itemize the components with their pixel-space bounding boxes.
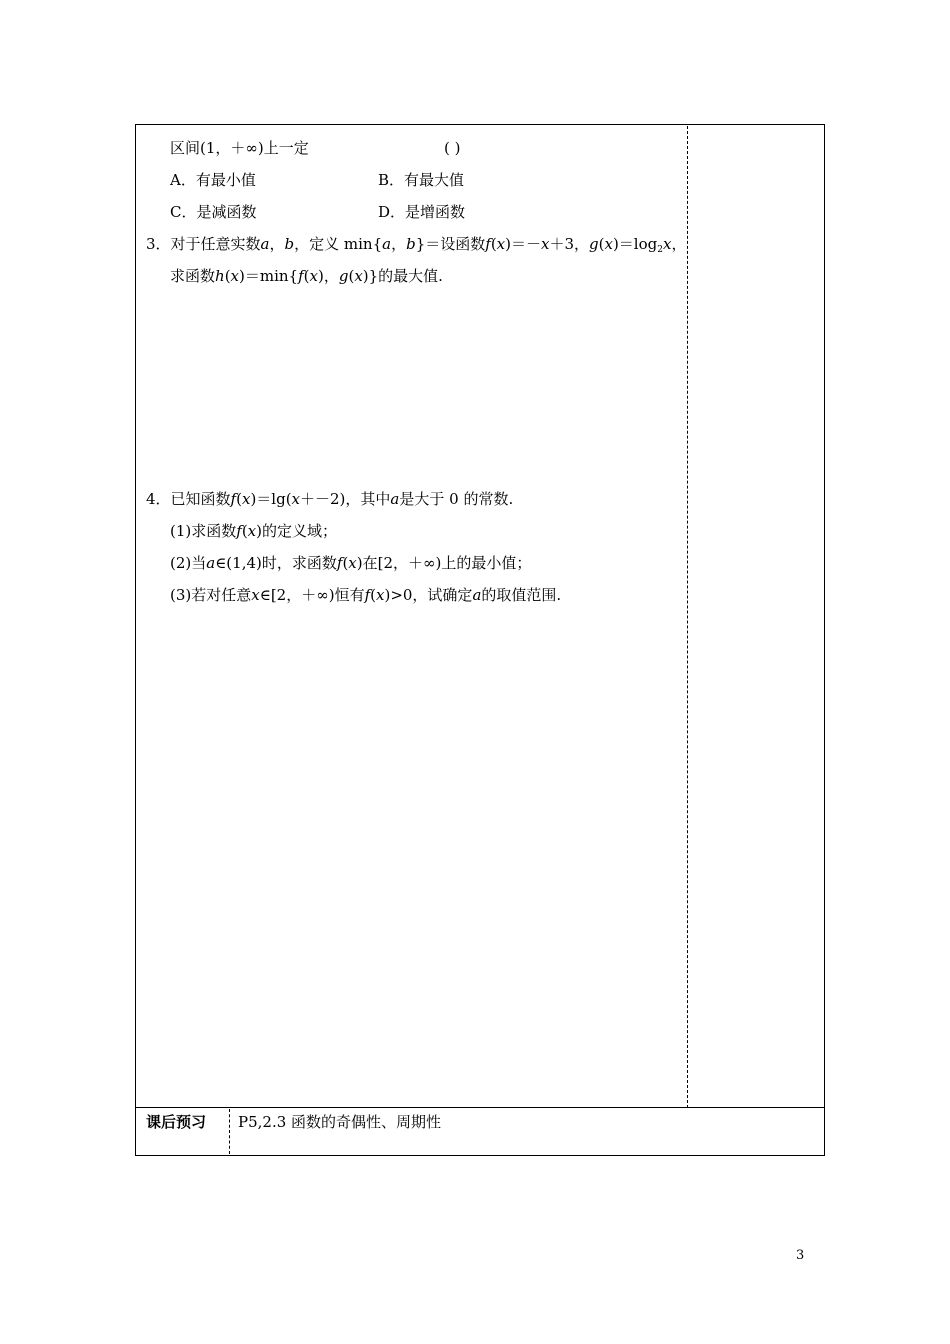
q2-answer-blank: ( ) [444,139,461,157]
q2-option-b: B．有最大值 [378,171,465,189]
q3-line-2: 求函数h(x)＝min{f(x)，g(x)}的最大值. [170,267,443,285]
q2-option-d: D．是增函数 [378,203,466,221]
q2-option-c: C．是减函数 [170,203,257,221]
preview-label: 课后预习 [146,1113,207,1131]
column-divider [687,126,688,1108]
q3-line-1: 3．对于任意实数a，b，定义 min{a，b}＝设函数f(x)＝－x＋3，$g(x)=\log_2x$， [146,235,687,255]
q4-stem: 4．已知函数f(x)＝lg(x＋－2)，其中a是大于 0 的常数. [146,490,514,508]
preview-content: P5,2.3 函数的奇偶性、周期性 [238,1113,442,1131]
q4-part-2: (2)当a∈(1,4)时，求函数f(x)在[2，＋∞)上的最小值； [170,554,532,572]
q2-option-a: A．有最小值 [170,171,256,189]
q2-stem-tail [170,138,309,158]
label-divider [229,1109,230,1154]
q4-part-3: (3)若对任意x∈[2，＋∞)恒有f(x)>0，试确定a的取值范围. [170,586,562,604]
page-number: 3 [796,1248,805,1263]
row-divider [135,1107,825,1108]
q4-part-1: (1)求函数f(x)的定义域； [170,522,337,540]
q2-stem-text: 区间(1，＋∞)上一定 [170,139,309,157]
